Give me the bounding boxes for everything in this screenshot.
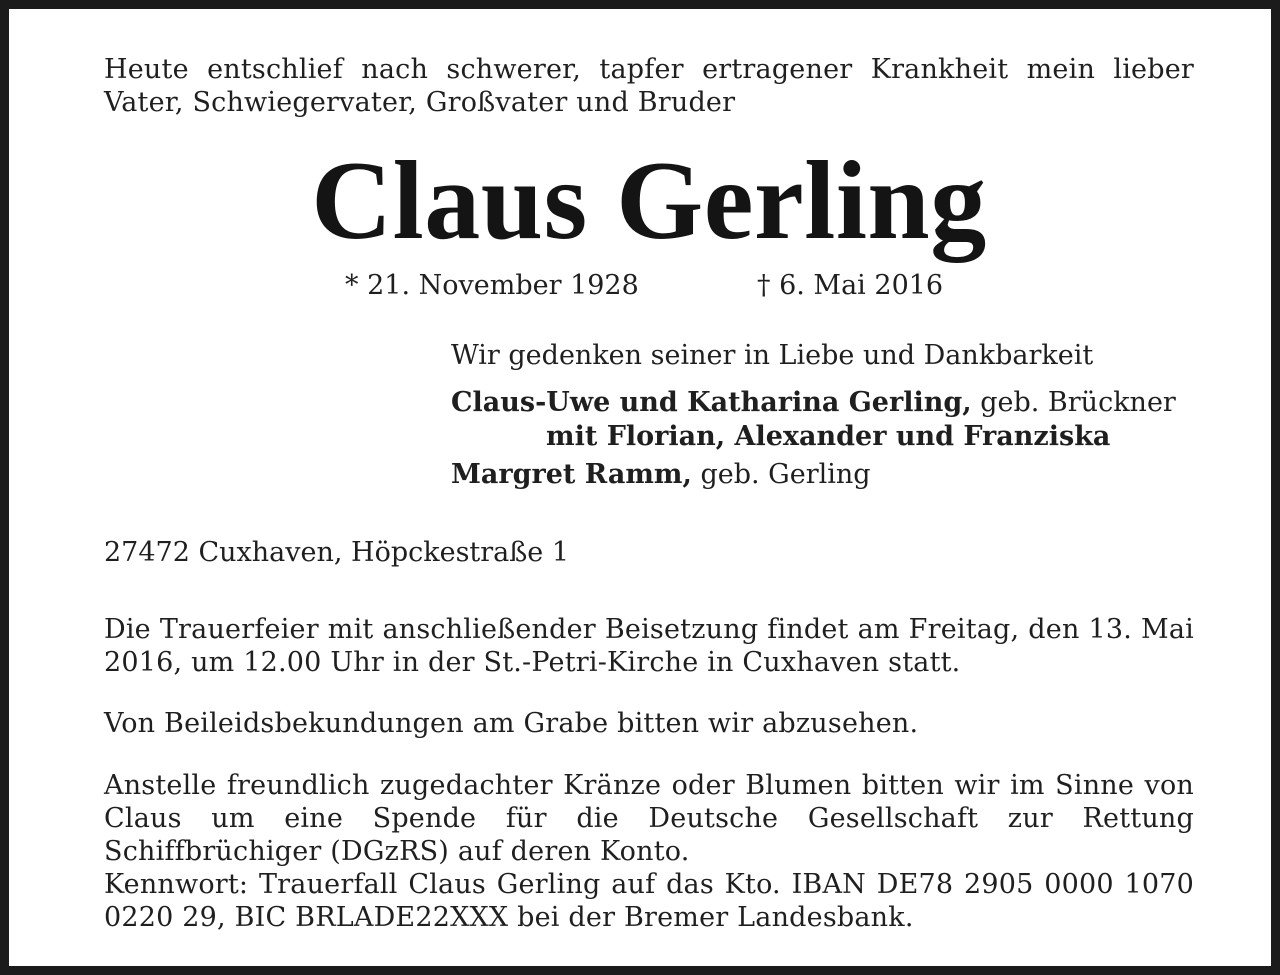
family-line-2: mit Florian, Alexander und Franziska — [546, 421, 1111, 452]
family-line-1-maiden: geb. Brückner — [971, 387, 1176, 418]
condolences-text: Von Beileidsbekundungen am Grabe bitten wir abzusehen. — [104, 708, 919, 739]
family-line-1-names: Claus-Uwe und Katharina Gerling, — [451, 387, 972, 418]
donation-text: Anstelle freundlich zugedachter Kränze oder Blumen bitten wir im Sinne von Claus um eine Spende für die Deutsche Gesellschaft zur Rettung Schiffbrüchiger (DGzRS) auf deren Konto. — [104, 770, 1194, 867]
donation-account-text: Kennwort: Trauerfall Claus Gerling auf das Kto. IBAN DE78 2905 0000 1070 0220 29, BIC BRLADE22XXX bei der Bremer Landesbank. — [104, 869, 1194, 933]
intro-block — [104, 53, 1194, 119]
intro-text: Heute entschlief nach schwerer, tapfer ertragener Krankheit mein lieber Vater, Schwiegervater, Großvater und Bruder — [104, 54, 1194, 118]
family-line-3-maiden: geb. Gerling — [691, 459, 871, 490]
family-line-3-names: Margret Ramm, — [451, 459, 692, 490]
death-date: † 6. Mai 2016 — [757, 270, 944, 301]
donation-block — [104, 769, 1194, 934]
birth-date: * 21. November 1928 — [345, 270, 639, 301]
funeral-block — [104, 613, 1194, 679]
family-line-1 — [451, 386, 1176, 419]
remembrance-text: Wir gedenken seiner in Liebe und Dankbarkeit — [451, 340, 1094, 371]
condolences-block — [104, 707, 1194, 740]
family-line-3 — [451, 458, 871, 491]
address-text: 27472 Cuxhaven, Höpckestraße 1 — [104, 537, 570, 568]
funeral-text: Die Trauerfeier mit anschließender Beisetzung findet am Freitag, den 13. Mai 2016, um 12.00 Uhr in der St.-Petri-Kirche in Cuxhaven statt. — [104, 614, 1194, 678]
deceased-name: Claus Gerling — [311, 139, 987, 263]
